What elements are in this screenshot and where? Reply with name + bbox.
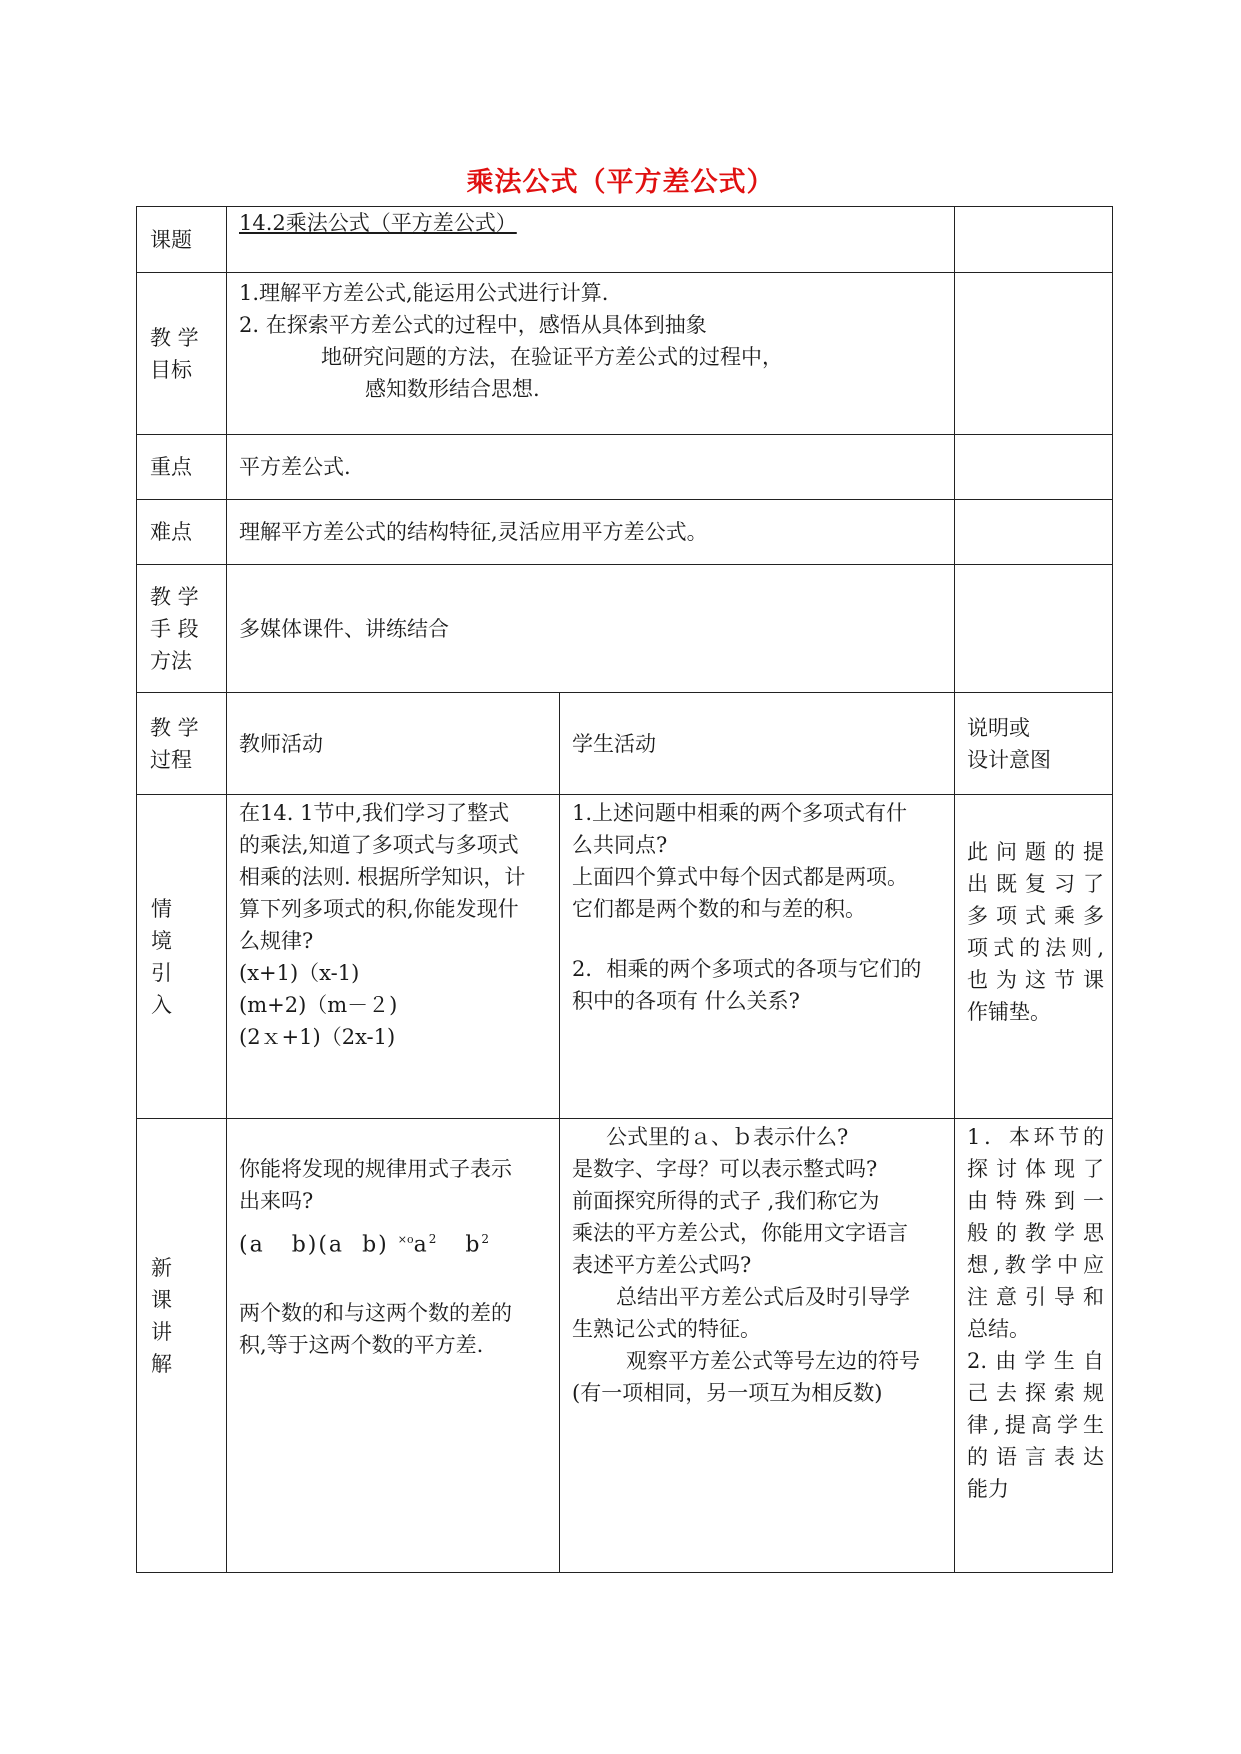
formula-part: b [465,1232,482,1258]
formula-mark: ×o [397,1233,414,1246]
formula-part: (a [239,1232,265,1258]
intro-teacher-line: 相乘的法则. 根据所学知识，计 [239,865,526,889]
explain-notes-line: 探讨体现了 [967,1157,1105,1181]
explain-student-line: 生熟记公式的特征。 [572,1317,761,1341]
row-goals [137,273,1113,435]
notes-header-line: 设计意图 [967,747,1052,772]
goal-line: 感知数形结合思想. [365,377,540,401]
explain-student-line: 前面探究所得的式子 ,我们称它为 [572,1189,880,1213]
row-key [137,435,1113,500]
explain-notes-line: 2.由学生自 [967,1349,1105,1373]
row-intro [137,795,1113,1119]
intro-student-spacer [572,925,946,953]
topic-label: 课题 [137,207,227,273]
intro-teacher-line: 算下列多项式的积,你能发现什 [239,897,519,921]
explain-label-char: 讲 [151,1319,172,1344]
explain-notes-line: 能力 [967,1477,1010,1501]
goal-line: 2. 在探索平方差公式的过程中，感悟从具体到抽象 [239,313,707,337]
explain-student-line: 乘法的平方差公式，你能用文字语言 [572,1221,908,1245]
method-notes-cell [955,565,1113,693]
formula-part: b)(a [291,1232,345,1258]
notes-header [955,693,1113,795]
explain-student-line: 观察平方差公式等号左边的符号 [626,1349,920,1373]
intro-label-char: 情 [151,896,172,921]
explain-teacher-line: 两个数的和与这两个数的差的 [239,1301,512,1326]
intro-notes-line: 此问题的提 [967,839,1105,864]
explain-student-line: 公式里的ａ、ｂ表示什么? [606,1125,849,1149]
row-difficulty [137,500,1113,565]
explain-student-line: 表述平方差公式吗? [572,1253,752,1277]
explain-label-char: 新 [151,1255,172,1280]
goal-line: 1.理解平方差公式,能运用公式进行计算. [239,281,609,305]
goal-line: 地研究问题的方法，在验证平方差公式的过程中， [321,345,783,369]
student-activity-header: 学生活动 [560,693,955,795]
intro-expression: (x+1)（x-1) [239,961,360,985]
explain-notes-line: 想,教学中应 [967,1253,1105,1277]
intro-notes-line: 项式的法则, [967,935,1105,960]
explain-label-char: 课 [151,1287,172,1312]
topic-notes-cell [955,207,1113,273]
difficulty-notes-cell [955,500,1113,565]
key-notes-cell [955,435,1113,500]
intro-student-line: 么共同点? [572,833,668,857]
intro-label-char: 引 [151,960,172,985]
goals-notes-cell [955,273,1113,435]
explain-label-char: 解 [151,1351,172,1376]
explain-notes-line: 由特殊到一 [967,1189,1105,1213]
method-label [137,565,227,693]
row-method [137,565,1113,693]
explain-student-line: 总结出平方差公式后及时引导学 [616,1285,910,1309]
formula-exponent: 2 [428,1232,439,1246]
difficulty-text: 理解平方差公式的结构特征,灵活应用平方差公式。 [227,500,955,565]
explain-notes-line: 律,提高学生 [967,1413,1105,1437]
method-text: 多媒体课件、讲练结合 [227,565,955,693]
intro-notes-line: 也为这节课 [967,967,1105,992]
explain-notes-line: 己去探索规 [967,1381,1105,1405]
intro-expression: (2ｘ+1)（2x-1) [239,1025,396,1049]
process-label-line: 过程 [150,747,192,772]
explain-notes-cell [955,1119,1113,1573]
intro-teacher-line: 么规律? [239,929,314,953]
lesson-plan-table [136,206,1113,1573]
formula-part: a [413,1232,429,1258]
process-label-line: 教 学 [150,715,199,740]
intro-label-char: 境 [151,928,172,953]
intro-label [137,795,227,1119]
intro-expression: (m+2)（m－２) [239,993,398,1017]
explain-student-line: 是数字、字母？可以表示整式吗? [572,1157,878,1181]
intro-notes-line: 多项式乘多 [967,903,1105,928]
goals-label [137,273,227,435]
row-explain [137,1119,1113,1573]
explain-teacher-line: 积,等于这两个数的平方差. [239,1333,484,1358]
method-label-line: 方法 [150,648,192,673]
explain-teacher-spacer [239,1279,551,1297]
process-label [137,693,227,795]
goals-label-line-2: 目标 [150,357,192,382]
explain-student-cell [560,1119,955,1573]
intro-student-line: 1.上述问题中相乘的两个多项式有什 [572,801,908,825]
intro-student-line: 上面四个算式中每个因式都是两项。 [572,865,908,889]
difference-of-squares-formula [239,1223,551,1261]
intro-student-line: 它们都是两个数的和与差的积。 [572,897,866,921]
topic-cell [227,207,955,273]
topic-text: 14.2乘法公式（平方差公式） [239,211,517,235]
intro-label-char: 入 [151,992,172,1017]
formula-exponent: 2 [481,1232,492,1246]
explain-teacher-line: 出来吗? [239,1189,314,1213]
explain-teacher-line: 你能将发现的规律用式子表示 [239,1157,512,1181]
explain-label [137,1119,227,1573]
row-process-header [137,693,1113,795]
goals-label-line-1: 教 学 [150,325,199,350]
intro-teacher-cell [227,795,560,1119]
intro-notes-cell [955,795,1113,1119]
intro-student-cell [560,795,955,1119]
teacher-activity-header: 教师活动 [227,693,560,795]
intro-student-line: 2．相乘的两个多项式的各项与它们的 [572,957,922,981]
method-label-line: 手 段 [150,616,199,641]
explain-notes-line: 注意引导和 [967,1285,1105,1309]
key-label: 重点 [137,435,227,500]
intro-student-line: 积中的各项有 什么关系? [572,989,800,1013]
explain-teacher-cell [227,1119,560,1573]
notes-header-line: 说明或 [967,715,1031,740]
difficulty-label: 难点 [137,500,227,565]
intro-teacher-line: 的乘法,知道了多项式与多项式 [239,833,519,857]
explain-student-line: (有一项相同，另一项互为相反数) [572,1381,883,1405]
explain-notes-line: 的语言表达 [967,1445,1105,1469]
intro-notes-line: 出既复习了 [967,871,1105,896]
explain-notes-line: 总结。 [967,1317,1031,1341]
formula-part: b) [362,1232,389,1258]
explain-notes-line: 般的教学思 [967,1221,1105,1245]
method-label-line: 教 学 [150,584,199,609]
goals-cell [227,273,955,435]
intro-notes-line: 作铺垫。 [967,999,1052,1024]
row-topic [137,207,1113,273]
explain-notes-line: 1．本环节的 [967,1125,1105,1149]
page-title: 乘法公式（平方差公式） [466,167,775,198]
intro-teacher-line: 在14. 1节中,我们学习了整式 [239,801,510,825]
key-text: 平方差公式. [227,435,955,500]
